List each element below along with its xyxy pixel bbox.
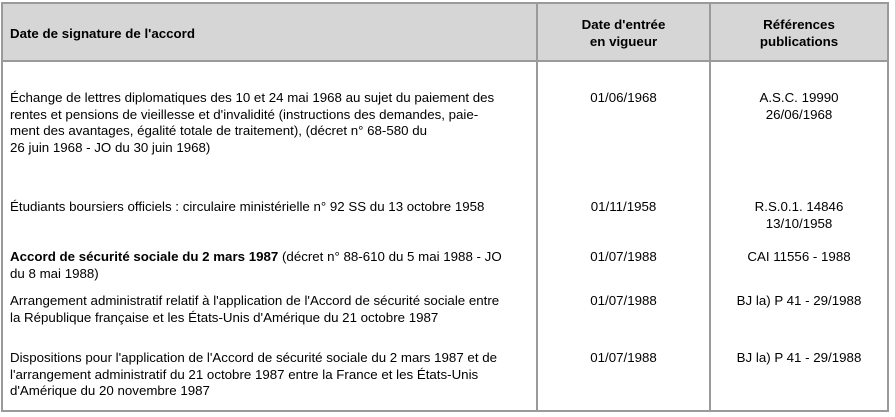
table-row-1-date: 01/06/1968 <box>590 90 657 105</box>
table-row-4-description: Arrangement administratif relatif à l'application de l'Accord de sécurité sociale entre la République française et les États-Unis d'Amérique du 21 octobre 1987 <box>10 293 500 325</box>
header-divider <box>3 60 887 62</box>
table-row-5-reference: BJ la) P 41 - 29/1988 <box>736 350 862 365</box>
table-row-5-date: 01/07/1988 <box>590 350 657 365</box>
table-row-4-reference: BJ la) P 41 - 29/1988 <box>736 293 862 308</box>
header-entry-date: Date d'entrée en vigueur <box>581 17 666 49</box>
table-row-5-description: Dispositions pour l'application de l'Accord de sécurité sociale du 2 mars 1987 et de l'arrangement administratif du 21 octobre 1987 entre la France et les États-Unis d'Amérique du 20 novembre 1987 <box>10 350 497 398</box>
table-row-3-reference: CAI 11556 - 1988 <box>747 249 851 264</box>
table-row-3-date: 01/07/1988 <box>590 249 657 264</box>
table-row-4-date: 01/07/1988 <box>590 293 657 308</box>
table-row-2-date: 01/11/1958 <box>590 199 657 214</box>
table-row-3-description: Accord de sécurité sociale du 2 mars 1987 (décret n° 88-610 du 5 mai 1988 - JO du 8 mai 1988) <box>10 249 502 281</box>
accord-title: Accord de sécurité sociale du 2 mars 1987 <box>10 249 279 264</box>
header-signature-date: Date de signature de l'accord <box>10 26 195 41</box>
table-row-2-reference: R.S.0.1. 14846 13/10/1958 <box>754 199 844 231</box>
table-row-2-description: Étudiants boursiers officiels : circulaire ministérielle n° 92 SS du 13 octobre 1958 <box>10 199 485 214</box>
header-references: Références publications <box>759 17 839 49</box>
table-row-1-description: Échange de lettres diplomatiques des 10 et 24 mai 1968 au sujet du paiement des rentes et pensions de vieillesse et d'invalidité (instructions des demandes, paie- ment des avantages, égalité totale de traitement), (décret n° 68-580 du 26 juin 1968 - JO du 30 juin 1968) <box>10 90 495 155</box>
table-row-1-reference: A.S.C. 19990 26/06/1968 <box>759 90 839 122</box>
